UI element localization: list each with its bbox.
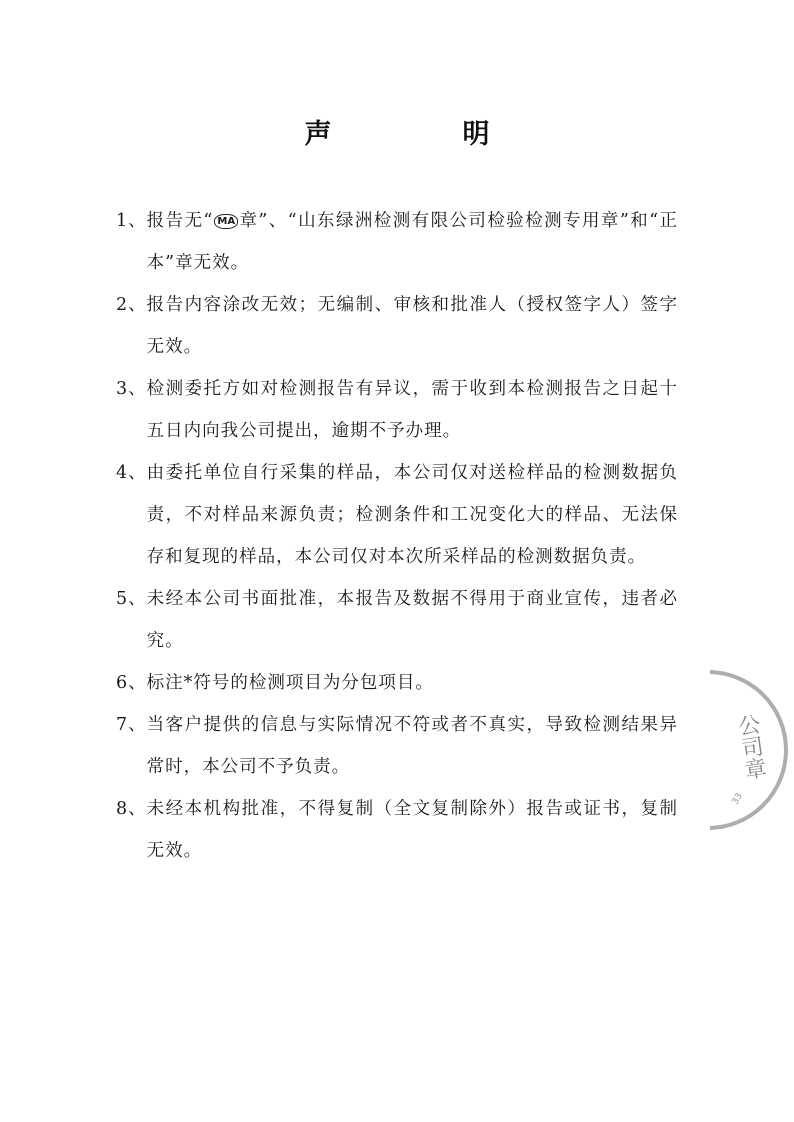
statement-item-2 (116, 284, 678, 368)
statement-item-3 (116, 368, 678, 452)
statement-number: 3、 (116, 379, 147, 399)
statement-item-4 (116, 452, 678, 578)
statement-text: 标注*符号的检测项目为分包项目。 (146, 673, 434, 693)
statement-text-part: 报告无“ (146, 211, 214, 231)
statement-item-7 (116, 704, 678, 788)
company-seal-stamp (710, 670, 794, 840)
seal-text: 公司章 (733, 712, 768, 782)
statement-text: 未经本公司书面批准，本报告及数据不得用于商业宣传，违者必究。 (146, 589, 678, 651)
statement-number: 1、 (116, 211, 147, 231)
statement-item-5 (116, 578, 678, 662)
statement-number: 2、 (116, 295, 147, 315)
statement-number: 5、 (116, 589, 147, 609)
statement-number: 4、 (116, 463, 147, 483)
statement-item-8 (116, 788, 678, 872)
statement-text-part: 章”、“山东绿洲检测有限公司检验检测专用章”和“正本”章无效。 (146, 211, 678, 273)
page-title: 声 明 (304, 119, 542, 150)
statement-text: 由委托单位自行采集的样品，本公司仅对送检样品的检测数据负责，不对样品来源负责；检测条件和工况变化大的样品、无法保存和复现的样品，本公司仅对本次所采样品的检测数据负责。 (146, 463, 678, 567)
statement-item-1 (116, 200, 678, 284)
statement-list (116, 200, 678, 872)
statement-text: 报告内容涂改无效；无编制、审核和批准人（授权签字人）签字无效。 (146, 295, 678, 357)
statement-text: 未经本机构批准，不得复制（全文复制除外）报告或证书，复制无效。 (146, 799, 678, 861)
statement-number: 7、 (116, 715, 147, 735)
statement-text (147, 200, 678, 284)
statement-item-6 (116, 662, 678, 704)
statement-text: 当客户提供的信息与实际情况不符或者不真实，导致检测结果异常时，本公司不予负责。 (146, 715, 678, 777)
statement-text: 检测委托方如对检测报告有异议，需于收到本检测报告之日起十五日内向我公司提出，逾期不予办理。 (146, 379, 678, 441)
cma-mark-icon: MA (214, 214, 238, 229)
seal-code: 33 (730, 791, 745, 807)
statement-number: 8、 (116, 799, 147, 819)
statement-number: 6、 (116, 673, 147, 693)
